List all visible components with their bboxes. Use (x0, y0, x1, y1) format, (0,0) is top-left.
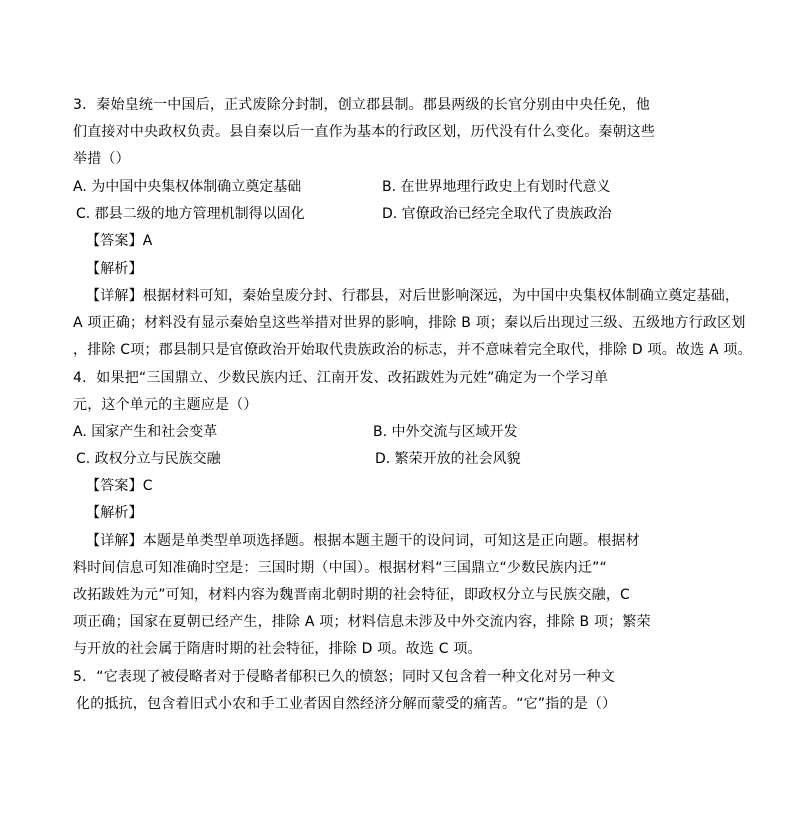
q4-detail-line-3: 改拓跋姓为元”可知，材料内容为魏晋南北朝时期的社会特征，即政权分立与民族交融，C (73, 587, 631, 603)
q3-option-a: A. 为中国中央集权体制确立奠定基础 (73, 179, 302, 195)
q4-option-d: D. 繁荣开放的社会风貌 (375, 451, 521, 467)
q3-detail-line-3: ，排除 C项；郡县制只是官僚政治开始取代贵族政治的标志，并不意味着完全取代，排除 D 项。故选 A 项。 (73, 342, 752, 358)
q4-stem-line-2: 元，这个单元的主题应是（） (73, 397, 258, 413)
q3-stem-line-3: 举措（） (73, 151, 130, 167)
q3-answer: 【答案】A (86, 233, 153, 249)
q3-stem-line-1: 3．秦始皇统一中国后，正式废除分封制，创立郡县制。郡县两级的长官分别由中央任免，他 (73, 97, 651, 113)
q3-option-c: C. 郡县二级的地方管理机制得以固化 (76, 206, 305, 222)
q3-option-b: B. 在世界地理行政史上有划时代意义 (382, 179, 611, 195)
q4-detail-line-4: 项正确；国家在夏朝已经产生，排除 A 项；材料信息未涉及中外交流内容，排除 B 项；繁荣 (73, 614, 651, 630)
q5-stem-line-2: 化的抵抗，包含着旧式小农和手工业者因自然经济分解而蒙受的痛苦。“它”指的是（） (76, 696, 617, 712)
q4-detail-line-1: 【详解】本题是单类型单项选择题。根据本题主题干的设问词，可知这是正向题。根据材 (86, 533, 640, 549)
q3-option-d: D. 官僚政治已经完全取代了贵族政治 (382, 206, 612, 222)
q4-option-c: C. 政权分立与民族交融 (76, 451, 221, 467)
q3-detail-line-2: A 项正确；材料没有显示秦始皇这些举措对世界的影响，排除 B 项；秦以后出现过三级、五级地方行政区划 (73, 315, 746, 331)
q4-answer: 【答案】C (86, 478, 153, 494)
q4-detail-line-2: 料时间信息可知准确时空是：三国时期（中国）。根据材料“三国鼎立“少数民族内迁”“ (73, 560, 608, 576)
q4-option-a: A. 国家产生和社会变革 (73, 424, 218, 440)
q3-analysis-label: 【解析】 (86, 261, 143, 277)
q3-detail-line-1: 【详解】根据材料可知，秦始皇废分封、行郡县，对后世影响深远，为中国中央集权体制确立奠定基础， (86, 288, 740, 304)
q4-option-b: B. 中外交流与区域开发 (373, 424, 518, 440)
q4-stem-line-1: 4．如果把“三国鼎立、少数民族内迁、江南开发、改拓跋姓为元姓”确定为一个学习单 (73, 370, 609, 386)
q4-detail-line-5: 与开放的社会属于隋唐时期的社会特征，排除 D 项。故选 C 项。 (73, 641, 482, 657)
q4-analysis-label: 【解析】 (86, 505, 143, 521)
q3-stem-line-2: 们直接对中央政权负责。县自秦以后一直作为基本的行政区划，历代没有什么变化。秦朝这些 (73, 124, 656, 140)
q5-stem-line-1: 5．“它表现了被侵略者对于侵略者郁积已久的愤怒；同时又包含着一种文化对另一种文 (73, 669, 615, 685)
